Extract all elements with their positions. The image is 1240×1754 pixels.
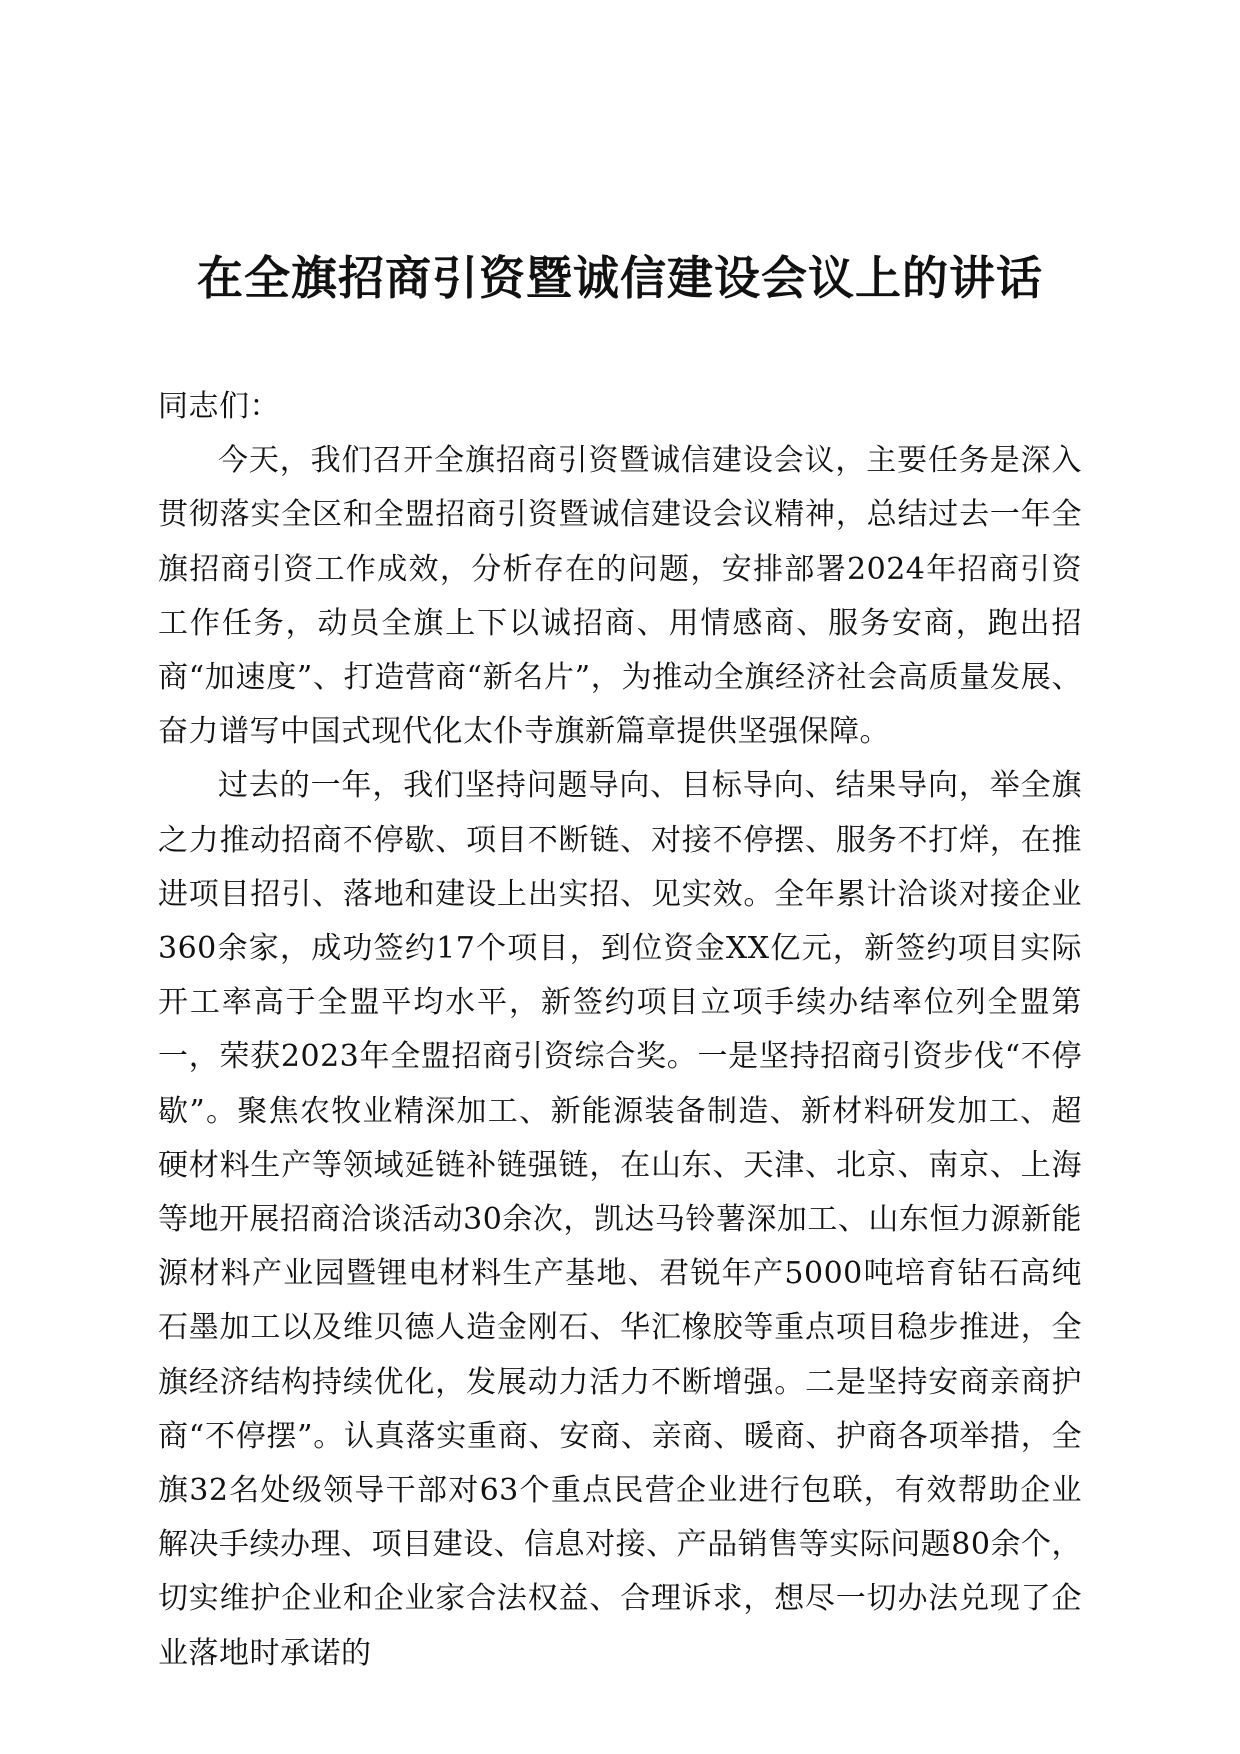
salutation: 同志们： xyxy=(158,389,280,424)
document-body xyxy=(158,380,1082,1681)
document-title: 在全旗招商引资暨诚信建设会议上的讲话 xyxy=(197,251,1043,305)
paragraph-review: 过去的一年，我们坚持问题导向、目标导向、结果导向，举全旗之力推动招商不停歇、项目不断链、对接不停摆、服务不打烊，在推进项目招引、落地和建设上出实招、见实效。全年累计洽谈对接企业360余家，成功签约17个项目，到位资金XX亿元，新签约项目实际开工率高于全盟平均水平，新签约项目立项手续办结率位列全盟第一，荣获2023年全盟招商引资综合奖。一是坚持招商引资步伐“不停歇”。聚焦农牧业精深加工、新能源装备制造、新材料研发加工、超硬材料生产等领域延链补链强链，在山东、天津、北京、南京、上海等地开展招商洽谈活动30余次，凯达马铃薯深加工、山东恒力源新能源材料产业园暨锂电材料生产基地、君锐年产5000吨培育钻石高纯石墨加工以及维贝德人造金刚石、华汇橡胶等重点项目稳步推进，全旗经济结构持续优化，发展动力活力不断增强。二是坚持安商亲商护商“不停摆”。认真落实重商、安商、亲商、暖商、护商各项举措，全旗32名处级领导干部对63个重点民营企业进行包联，有效帮助企业解决手续办理、项目建设、信息对接、产品销售等实际问题80余个，切实维护企业和企业家合法权益、合理诉求，想尽一切办法兑现了企业落地时承诺的 xyxy=(158,768,1082,1671)
paragraph-intro: 今天，我们召开全旗招商引资暨诚信建设会议，主要任务是深入贯彻落实全区和全盟招商引资暨诚信建设会议精神，总结过去一年全旗招商引资工作成效，分析存在的问题，安排部署2024年招商引资工作任务，动员全旗上下以诚招商、用情感商、服务安商，跑出招商“加速度”、打造营商“新名片”，为推动全旗经济社会高质量发展、奋力谱写中国式现代化太仆寺旗新篇章提供坚强保障。 xyxy=(158,443,1082,750)
